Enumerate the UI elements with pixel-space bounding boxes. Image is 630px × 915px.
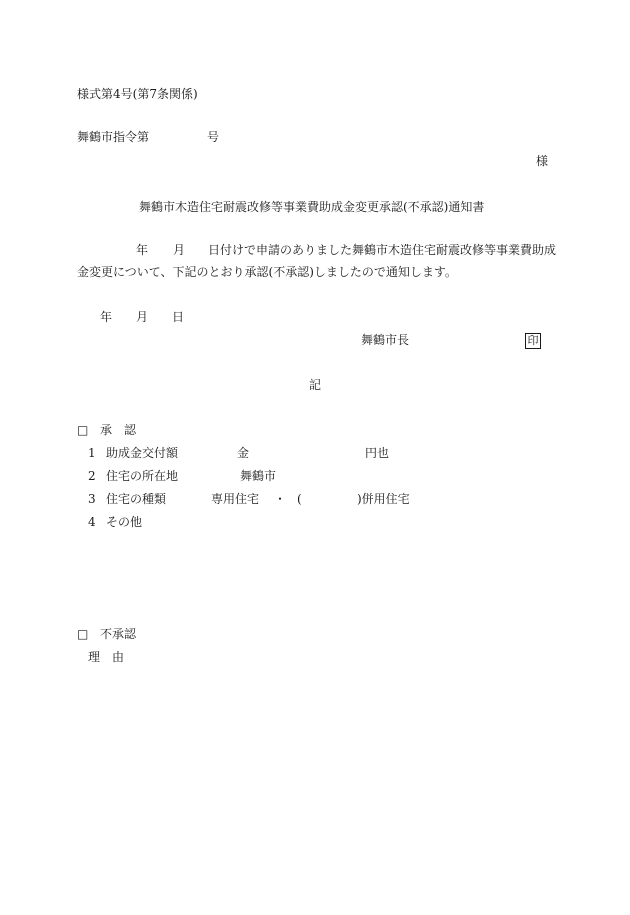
reason-label: 理 由 <box>88 650 125 664</box>
disapproval-checkbox[interactable]: □ <box>77 627 89 641</box>
addressee-suffix: 様 <box>536 154 549 168</box>
body-year: 年 <box>136 243 149 257</box>
notice-number-suffix: 号 <box>207 130 220 144</box>
item-1-yen: 円也 <box>365 446 390 460</box>
item-4-label: その他 <box>106 515 143 529</box>
disapproval-label: 不承認 <box>100 627 137 641</box>
document-title: 舞鶴市木造住宅耐震改修等事業費助成金変更承認(不承認)通知書 <box>139 200 485 214</box>
item-3-option-dedicated: 専用住宅 <box>211 492 260 506</box>
item-4-number: 4 <box>88 515 96 529</box>
form-label: 様式第4号(第7条関係) <box>77 87 198 101</box>
item-3-option-combined: )併用住宅 <box>357 492 410 506</box>
item-2-value: 舞鶴市 <box>240 469 277 483</box>
body-line-1: 日付けで申請のありました舞鶴市木造住宅耐震改修等事業費助成 <box>208 243 557 257</box>
seal-mark: 印 <box>525 333 541 349</box>
notice-number-prefix: 舞鶴市指令第 <box>77 130 150 144</box>
date-year: 年 <box>100 310 113 324</box>
item-3-open-paren: ( <box>297 492 302 506</box>
ki-heading: 記 <box>309 378 322 392</box>
approval-label: 承 認 <box>100 423 137 437</box>
item-2-number: 2 <box>88 469 96 483</box>
body-month: 月 <box>173 243 186 257</box>
issuer-title: 舞鶴市長 <box>361 333 410 347</box>
item-2-label: 住宅の所在地 <box>106 469 179 483</box>
item-3-separator: ・ <box>274 492 287 506</box>
body-line-2: 金変更について、下記のとおり承認(不承認)しましたので通知します。 <box>77 265 457 279</box>
item-1-number: 1 <box>88 446 96 460</box>
item-3-label: 住宅の種類 <box>106 492 167 506</box>
item-3-number: 3 <box>88 492 96 506</box>
item-1-kin: 金 <box>237 446 250 460</box>
date-day: 日 <box>172 310 185 324</box>
item-1-label: 助成金交付額 <box>106 446 179 460</box>
approval-checkbox[interactable]: □ <box>77 423 89 437</box>
date-month: 月 <box>136 310 149 324</box>
